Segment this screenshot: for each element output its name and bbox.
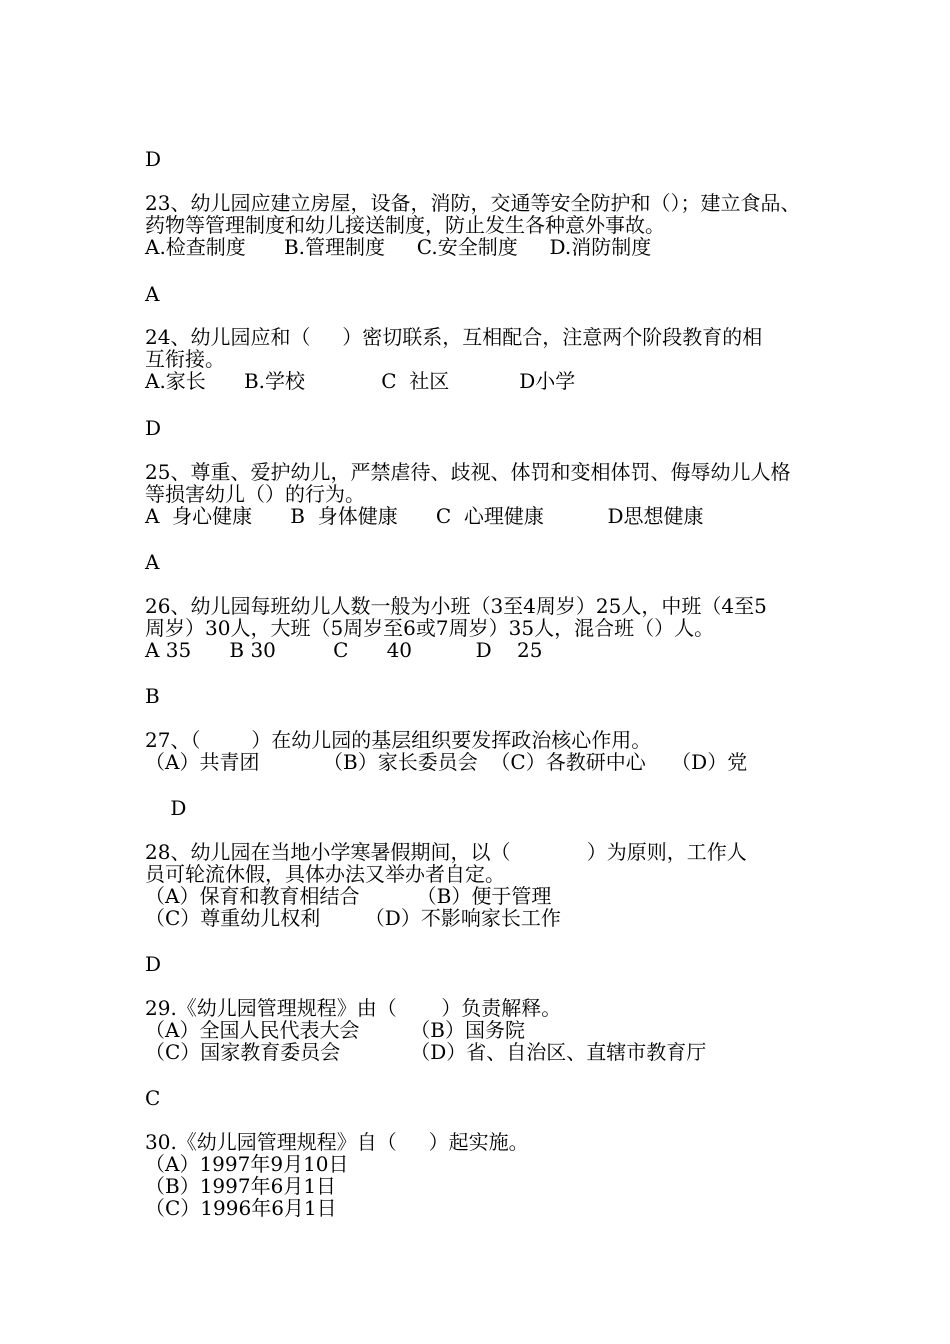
question-28-line-1: 28、幼儿园在当地小学寒暑假期间，以（ ）为原则，工作人: [145, 840, 747, 864]
question-24-line-1: 24、幼儿园应和（ ）密切联系，互相配合，注意两个阶段教育的相: [145, 325, 763, 349]
answer-23: A: [145, 282, 160, 306]
question-26-options: A 35 B 30 C 40 D 25: [145, 638, 543, 662]
question-30-option-a: （A）1997年9月10日: [145, 1152, 349, 1176]
question-28-options-1: （A）保育和教育相结合 （B）便于管理: [145, 884, 552, 908]
question-29-line-1: 29.《幼儿园管理规程》由（ ）负责解释。: [145, 996, 562, 1020]
question-26-line-1: 26、幼儿园每班幼儿人数一般为小班（3至4周岁）25人，中班（4至5: [145, 594, 767, 618]
answer-28: D: [145, 952, 162, 976]
question-30-line-1: 30.《幼儿园管理规程》自（ ）起实施。: [145, 1130, 529, 1154]
question-27-line-1: 27、（ ）在幼儿园的基层组织要发挥政治核心作用。: [145, 728, 652, 752]
question-29-options-2: （C）国家教育委员会 （D）省、自治区、直辖市教育厅: [145, 1040, 707, 1064]
question-23-options: A.检查制度 B.管理制度 C.安全制度 D.消防制度: [145, 235, 652, 259]
question-28-line-2: 员可轮流休假，具体办法又举办者自定。: [145, 862, 505, 886]
question-30-option-c: （C）1996年6月1日: [145, 1196, 337, 1220]
question-30-option-b: （B）1997年6月1日: [145, 1174, 337, 1198]
question-26-line-2: 周岁）30人，大班（5周岁至6或7周岁）35人，混合班（）人。: [145, 616, 715, 640]
question-25-line-1: 25、尊重、爱护幼儿，严禁虐待、歧视、体罚和变相体罚、侮辱幼儿人格: [145, 460, 791, 484]
answer-24: D: [145, 416, 162, 440]
answer-25: A: [145, 550, 160, 574]
question-24-options: A.家长 B.学校 C 社区 D小学: [145, 369, 576, 393]
answer-27: D: [145, 796, 187, 820]
question-29-options-1: （A）全国人民代表大会 （B）国务院: [145, 1018, 525, 1042]
question-25-line-2: 等损害幼儿（）的行为。: [145, 482, 365, 506]
question-23-line-1: 23、幼儿园应建立房屋，设备，消防，交通等安全防护和（）；建立食品、: [145, 191, 801, 215]
question-24-line-2: 互衔接。: [145, 347, 225, 371]
answer-29: C: [145, 1086, 161, 1110]
question-27-options: （A）共青团 （B）家长委员会 （C）各教研中心 （D）党: [145, 750, 748, 774]
answer-22: D: [145, 147, 162, 171]
answer-26: B: [145, 684, 160, 708]
question-25-options: A 身心健康 B 身体健康 C 心理健康 D思想健康: [145, 504, 704, 528]
question-23-line-2: 药物等管理制度和幼儿接送制度，防止发生各种意外事故。: [145, 213, 665, 237]
question-28-options-2: （C）尊重幼儿权利 （D）不影响家长工作: [145, 906, 561, 930]
